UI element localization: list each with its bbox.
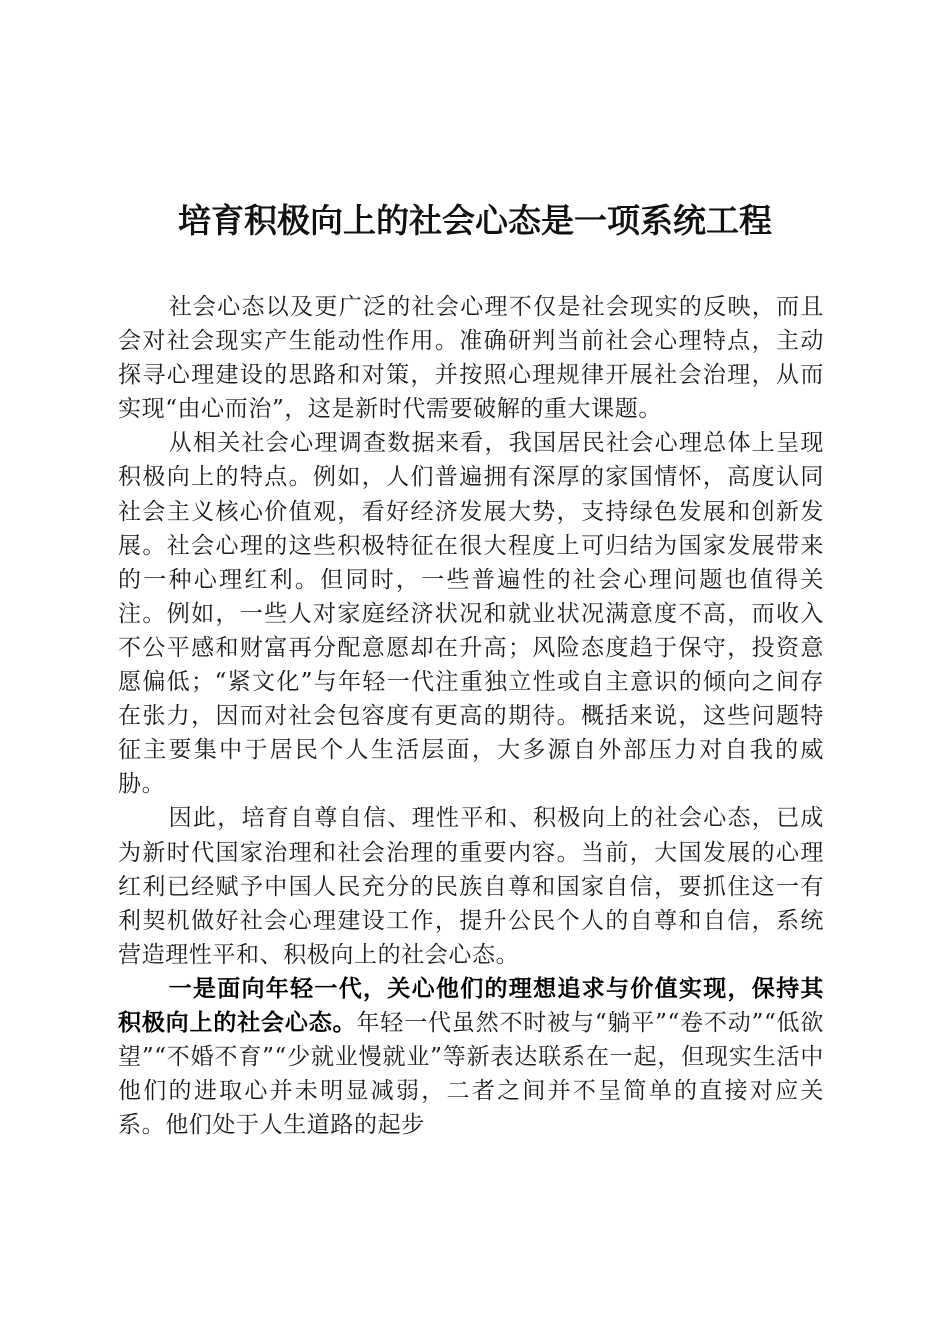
paragraph-3 xyxy=(118,801,824,971)
paragraph-text: 从相关社会心理调查数据来看，我国居民社会心理总体上呈现积极向上的特点。例如，人们普遍拥有深厚的家国情怀，高度认同社会主义核心价值观，看好经济发展大势，支持绿色发展和创新发展。社会心理的这些积极特征在很大程度上可归结为国家发展带来的一种心理红利。但同时，一些普遍性的社会心理问题也值得关注。例如，一些人对家庭经济状况和就业状况满意度不高，而收入不公平感和财富再分配意愿却在升高；风险态度趋于保守，投资意愿偏低；“紧文化”与年轻一代注重独立性或自主意识的倾向之间存在张力，因而对社会包容度有更高的期待。概括来说，这些问题特征主要集中于居民个人生活层面，大多源自外部压力对自我的威胁。 xyxy=(118,430,824,798)
paragraph-lead: 一是面向年轻一代，关心他们的理想追求与价值实现，保持其积极向上的社会心态。 xyxy=(118,974,824,1036)
paragraph-1 xyxy=(118,290,824,426)
paragraph-4 xyxy=(118,972,824,1142)
paragraph-text: 年轻一代虽然不时被与“躺平”“卷不动”“低欲望”“不婚不育”“少就业慢就业”等新表达联系在一起，但现实生活中他们的进取心并未明显减弱，二者之间并不呈简单的直接对应关系。他们处于人生道路的起步 xyxy=(118,1009,824,1139)
paragraph-text: 社会心态以及更广泛的社会心理不仅是社会现实的反映，而且会对社会现实产生能动性作用。准确研判当前社会心理特点，主动探寻心理建设的思路和对策，并按照心理规律开展社会治理，从而实现“由心而治”，这是新时代需要破解的重大课题。 xyxy=(118,294,824,423)
document-title: 培育积极向上的社会心态是一项系统工程 xyxy=(178,201,772,240)
document-body xyxy=(118,290,824,1142)
paragraph-text: 因此，培育自尊自信、理性平和、积极向上的社会心态，已成为新时代国家治理和社会治理的重要内容。当前，大国发展的心理红利已经赋予中国人民充分的民族自尊和国家自信，要抓住这一有利契机做好社会心理建设工作，提升公民个人的自尊和自信，系统营造理性平和、积极向上的社会心态。 xyxy=(118,805,824,968)
paragraph-2 xyxy=(118,426,824,801)
